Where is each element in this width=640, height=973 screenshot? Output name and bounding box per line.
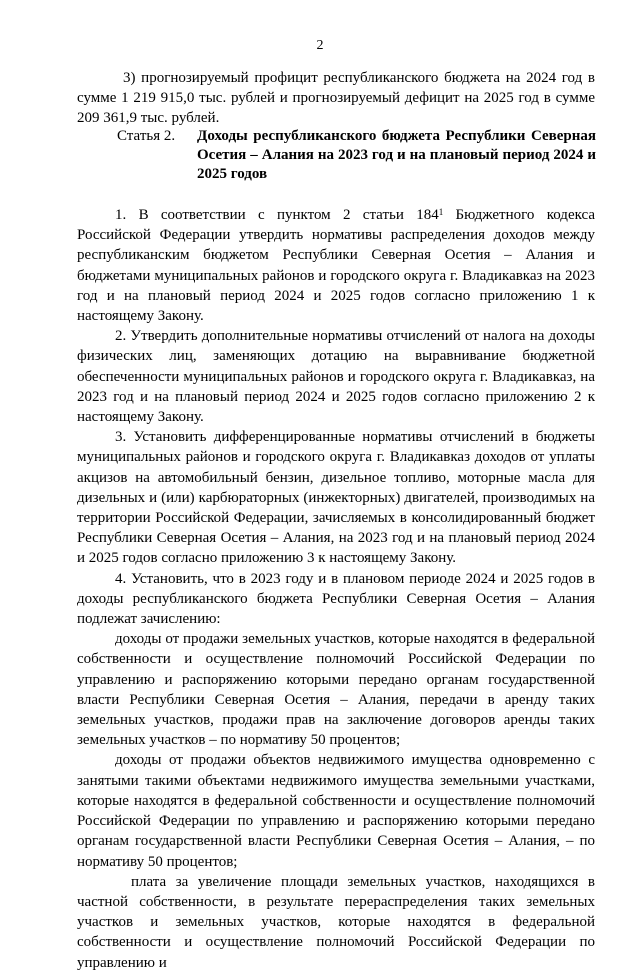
intro-paragraph: 3) прогнозируемый профицит республиканского бюджета на 2024 год в сумме 1 219 915,0 тыс. рублей и прогнозируемый дефицит на 2025 год в сумме 209 361,9 тыс. рублей.	[77, 70, 595, 127]
item-1-text-end: Бюджетного кодекса Российской Федерации утвердить нормативы распределения доходов между республиканским бюджетом Республики Северная Осетия – Алания и бюджетами муниципальных районов и городского округа г. Владикавказ на 2023 год и на плановый период 2024 и 2025 годов согласно приложению 1 к настоящему Закону.	[77, 207, 596, 325]
page-number: 2	[316, 38, 324, 53]
paragraph-item-4: 4. Установить, что в 2023 году и в плановом периоде 2024 и 2025 годов в доходы республиканского бюджета Республики Северная Осетия – Алания подлежат зачислению:	[77, 570, 595, 628]
paragraph-item-1	[77, 205, 595, 326]
paragraph-item-2: 2. Утвердить дополнительные нормативы отчислений от налога на доходы физических лиц, заменяющих дотацию на выравнивание бюджетной обеспеченности муниципальных районов и городского округа г. Владикавказ, на 2023 год и на плановый период 2024 и 2025 годов согласно приложению 2 к настоящему Закону.	[77, 328, 595, 426]
paragraph-sub-2: доходы от продажи объектов недвижимого имущества одновременно с занятыми такими объектами недвижимого имущества земельными участками, которые находятся в федеральной собственности и осуществление полномочий Российской Федерации по управлению и распоряжению которыми передано органам государственной власти Республики Северная Осетия – Алания, – по нормативу 50 процентов;	[77, 752, 595, 870]
item-1-superscript: 1	[438, 207, 444, 217]
paragraph-sub-1: доходы от продажи земельных участков, которые находятся в федеральной собственности и осуществление полномочий Российской Федерации по управлению и распоряжению которыми передано органам государственной власти Республики Северная Осетия – Алания, передачи в аренду таких земельных участков, продажи прав на заключение договоров аренды таких земельных участков – по нормативу 50 процентов;	[77, 631, 595, 749]
body-block	[77, 205, 595, 973]
paragraph-item-3: 3. Установить дифференцированные нормативы отчислений в бюджеты муниципальных районов и городского округа г. Владикавказ доходов от уплаты акцизов на автомобильный бензин, дизельное топливо, моторные масла для дизельных и (или) карбюраторных (инжекторных) двигателей, производимых на территории Российской Федерации, зачисляемых в консолидированный бюджет Республики Северная Осетия – Алания, на 2023 год и на плановый период 2024 и 2025 годов согласно приложению 3 к настоящему Закону.	[77, 429, 595, 567]
paragraph-sub-3: плата за увеличение площади земельных участков, находящихся в частной собственности, в результате перераспределения таких земельных участков и земельных участков, которые находятся в федеральной собственности и осуществление полномочий Российской Федерации по управлению и	[77, 873, 595, 971]
article-label: Статья 2.	[117, 128, 176, 144]
item-1-text-start: 1. В соответствии с пунктом 2 статьи 184	[115, 207, 439, 223]
intro-block	[77, 68, 595, 129]
article-title: Доходы республиканского бюджета Республики Северная Осетия – Алания на 2023 год и на плановый период 2024 и 2025 годов	[197, 128, 596, 182]
